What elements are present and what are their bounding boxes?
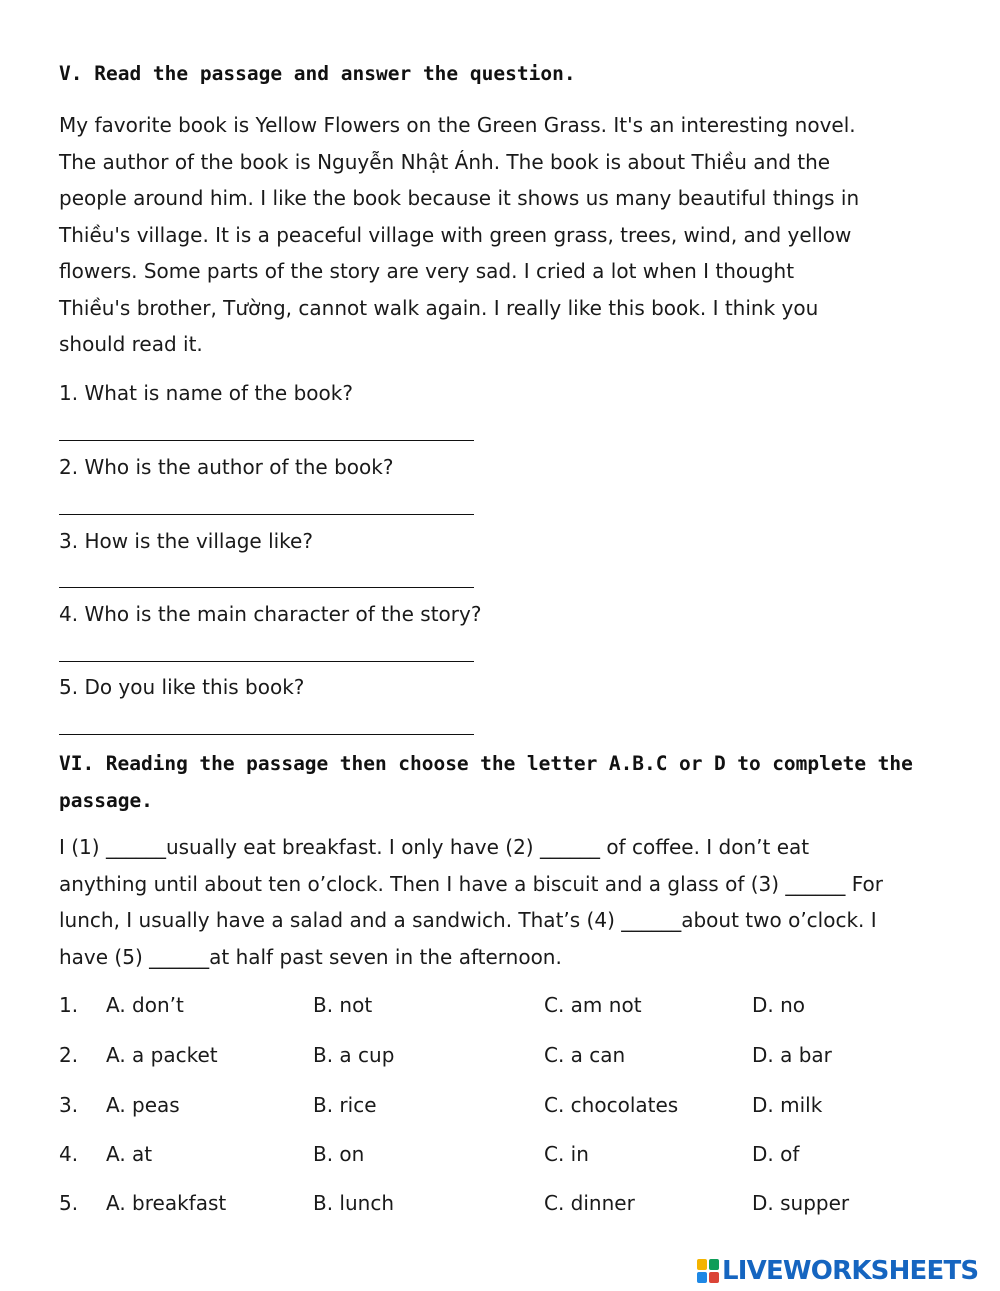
option-row-2 — [59, 1043, 959, 1073]
heading-word: Reading — [105, 752, 188, 775]
passage-line: I (1) ______usually eat breakfast. I only have (2) ______ of coffee. I don’t eat — [59, 835, 810, 859]
passage-line: anything until about ten o’clock. Then I have a biscuit and a glass of (3) ______ For — [59, 871, 884, 896]
heading-word: choose — [398, 752, 469, 775]
option-a[interactable]: A. breakfast — [106, 1191, 227, 1215]
heading-word: the — [199, 752, 235, 775]
option-b[interactable]: B. rice — [313, 1093, 377, 1117]
section-6-heading — [59, 746, 949, 819]
option-c[interactable]: C. chocolates — [544, 1093, 679, 1117]
option-number: 2. — [59, 1043, 79, 1067]
option-row-4 — [59, 1142, 959, 1172]
question-3: 3. How is the village like? — [59, 529, 313, 553]
section-6-passage — [59, 829, 949, 975]
passage-line: people around him. I like the book because it shows us many beautiful things in — [59, 186, 860, 210]
heading-word: D — [713, 752, 726, 775]
passage-line: Thiều's brother, Tường, cannot walk again. I really like this book. I think you — [59, 295, 819, 320]
option-number: 1. — [59, 993, 79, 1017]
passage-line: have (5) ______at half past seven in the afternoon. — [59, 944, 562, 969]
option-row-1 — [59, 993, 959, 1023]
option-number: 4. — [59, 1142, 79, 1166]
heading-word: to — [737, 752, 761, 775]
logo-text: LIVEWORKSHEETS — [722, 1256, 979, 1286]
option-row-3 — [59, 1093, 959, 1123]
heading-word: the — [480, 752, 516, 775]
option-c[interactable]: C. a can — [544, 1043, 626, 1067]
option-d[interactable]: D. no — [752, 993, 806, 1017]
passage-line: flowers. Some parts of the story are very sad. I cried a lot when I thought — [59, 259, 795, 283]
section-5-heading: V. Read the passage and answer the question. — [59, 62, 576, 85]
heading-word: the — [877, 752, 913, 775]
liveworksheets-logo-icon — [697, 1259, 719, 1283]
option-b[interactable]: B. a cup — [313, 1043, 395, 1067]
option-c[interactable]: C. am not — [544, 993, 642, 1017]
section-6-heading-line-1 — [59, 746, 913, 783]
option-d[interactable]: D. supper — [752, 1191, 850, 1215]
heading-word: or — [679, 752, 703, 775]
heading-word: VI. — [59, 752, 95, 775]
heading-word: passage — [246, 752, 329, 775]
option-number: 5. — [59, 1191, 79, 1215]
option-row-5 — [59, 1191, 959, 1221]
option-b[interactable]: B. lunch — [313, 1191, 395, 1215]
option-a[interactable]: A. peas — [106, 1093, 180, 1117]
option-b[interactable]: B. not — [313, 993, 373, 1017]
liveworksheets-logo — [697, 1258, 978, 1284]
option-c[interactable]: C. dinner — [544, 1191, 635, 1215]
option-a[interactable]: A. a packet — [106, 1043, 218, 1067]
answer-field-1[interactable] — [59, 440, 474, 441]
question-5: 5. Do you like this book? — [59, 675, 305, 699]
section-5-passage — [59, 107, 949, 363]
section-6-heading-line-2: passage. — [59, 788, 153, 812]
option-c[interactable]: C. in — [544, 1142, 589, 1166]
heading-word: then — [339, 752, 387, 775]
heading-word: letter — [526, 752, 598, 775]
answer-field-2[interactable] — [59, 514, 474, 515]
option-d[interactable]: D. a bar — [752, 1043, 832, 1067]
question-1: 1. What is name of the book? — [59, 381, 353, 405]
answer-field-3[interactable] — [59, 587, 474, 588]
question-4: 4. Who is the main character of the story? — [59, 602, 482, 626]
answer-field-5[interactable] — [59, 734, 474, 735]
question-2: 2. Who is the author of the book? — [59, 455, 394, 479]
passage-line: lunch, I usually have a salad and a sandwich. That’s (4) ______about two o’clock. I — [59, 908, 877, 932]
heading-word: complete — [772, 752, 867, 775]
option-number: 3. — [59, 1093, 79, 1117]
passage-line: Thiều's village. It is a peaceful village with green grass, trees, wind, and yellow — [59, 222, 852, 247]
option-d[interactable]: D. milk — [752, 1093, 823, 1117]
heading-word: A.B.C — [608, 752, 668, 775]
passage-line: My favorite book is Yellow Flowers on the Green Grass. It's an interesting novel. — [59, 113, 856, 137]
option-a[interactable]: A. at — [106, 1142, 153, 1166]
passage-line: should read it. — [59, 332, 203, 356]
passage-line: The author of the book is Nguyễn Nhật Ánh. The book is about Thiều and the — [59, 149, 831, 174]
option-b[interactable]: B. on — [313, 1142, 365, 1166]
answer-field-4[interactable] — [59, 661, 474, 662]
option-a[interactable]: A. don’t — [106, 993, 184, 1017]
option-d[interactable]: D. of — [752, 1142, 800, 1166]
